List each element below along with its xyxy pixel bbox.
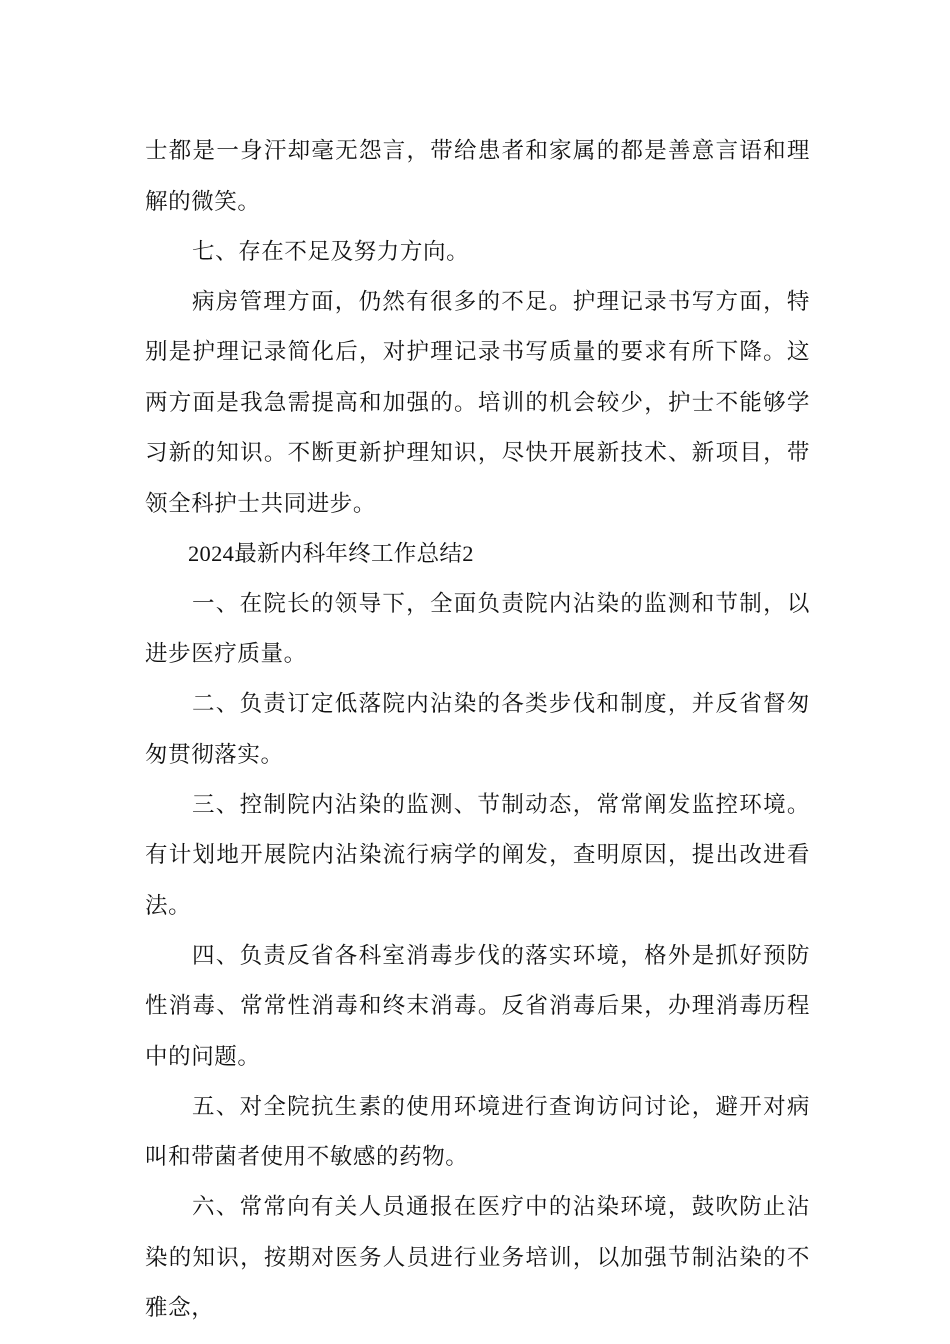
paragraph-item-6: 六、常常向有关人员通报在医疗中的沾染环境，鼓吹防止沾染的知识，按期对医务人员进行业务培训，以加强节制沾染的不雅念， bbox=[145, 1194, 810, 1321]
paragraph-ward-management: 病房管理方面，仍然有很多的不足。护理记录书写方面，特别是护理记录简化后，对护理记录书写质量的要求有所下降。这两方面是我急需提高和加强的。培训的机会较少，护士不能够学习新的知识。不断更新护理知识，尽快开展新技术、新项目，带领全科护士共同进步。 bbox=[145, 288, 810, 517]
paragraph-item-2: 二、负责订定低落院内沾染的各类步伐和制度，并反省督匆匆贯彻落实。 bbox=[145, 691, 810, 768]
paragraph-continuation: 士都是一身汗却毫无怨言，带给患者和家属的都是善意言语和理解的微笑。 bbox=[145, 138, 810, 215]
paragraph-item-5: 五、对全院抗生素的使用环境进行查询访问讨论，避开对病叫和带菌者使用不敏感的药物。 bbox=[145, 1093, 810, 1170]
paragraph-item-4: 四、负责反省各科室消毒步伐的落实环境，格外是抓好预防性消毒、常常性消毒和终末消毒。反省消毒后果，办理消毒历程中的问题。 bbox=[145, 942, 810, 1070]
paragraph-item-1: 一、在院长的领导下，全面负责院内沾染的监测和节制，以进步医疗质量。 bbox=[145, 590, 810, 667]
document-subtitle: 2024最新内科年终工作总结2 bbox=[188, 540, 474, 566]
paragraph-item-3: 三、控制院内沾染的监测、节制动态，常常阐发监控环境。有计划地开展院内沾染流行病学的阐发，查明原因，提出改进看法。 bbox=[145, 791, 810, 919]
document-body bbox=[145, 126, 810, 1333]
section-heading-7: 七、存在不足及努力方向。 bbox=[192, 238, 470, 265]
